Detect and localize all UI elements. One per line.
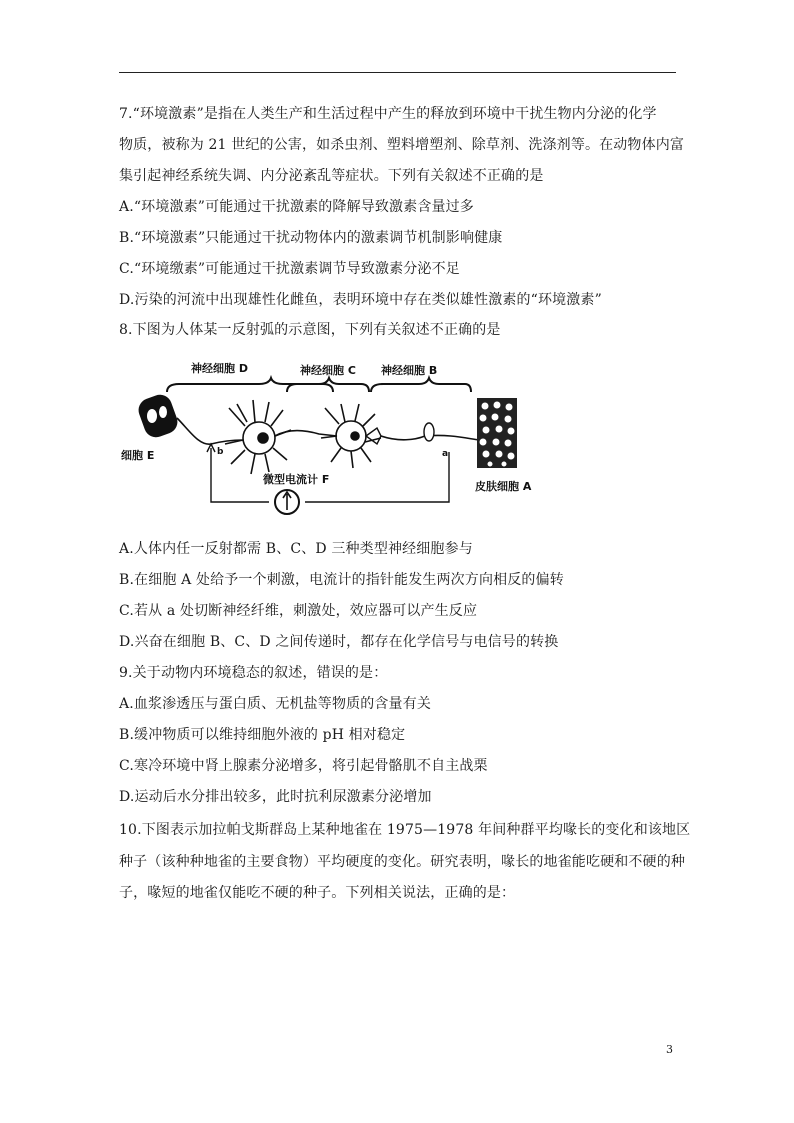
q7-stem-line2: 物质，被称为 21 世纪的公害，如杀虫剂、塑料增塑剂、除草剂、洗涤剂等。在动物体内富	[119, 137, 685, 153]
q10-stem-line1: 10.下图表示加拉帕戈斯群岛上某种地雀在 1975—1978 年间种群平均喙长的变化和该地区	[119, 822, 691, 838]
q7-stem-line3: 集引起神经系统失调、内分泌紊乱等症状。下列有关叙述不正确的是	[119, 168, 544, 184]
skin-cell-a	[477, 398, 517, 468]
label-neuron-c: 神经细胞 C	[300, 364, 356, 377]
bracket-neuron-b	[371, 378, 471, 392]
q8-option-a: A.人体内任一反射都需 B、C、D 三种类型神经细胞参与	[119, 541, 473, 557]
label-galvanometer-f: 微型电流计 F	[263, 473, 330, 486]
reflex-arc-diagram	[119, 356, 534, 528]
q8-option-c: C.若从 a 处切断神经纤维，刺激处，效应器可以产生反应	[119, 603, 478, 619]
q9-option-c: C.寒冷环境中肾上腺素分泌增多，将引起骨骼肌不自主战栗	[119, 758, 488, 774]
galvanometer-wire	[211, 448, 449, 502]
q9-stem: 9.关于动物内环境稳态的叙述，错误的是：	[119, 665, 388, 681]
q8-option-b: B.在细胞 A 处给予一个刺激，电流计的指针能发生两次方向相反的偏转	[119, 572, 564, 588]
label-skin-cell-a: 皮肤细胞 A	[475, 480, 532, 493]
label-point-b: b	[217, 447, 224, 457]
q7-option-a: A.“环境激素”可能通过干扰激素的降解导致激素含量过多	[119, 199, 474, 215]
q10-stem-line2: 种子（该种种地雀的主要食物）平均硬度的变化。研究表明，喙长的地雀能吃硬和不硬的种	[119, 854, 685, 870]
label-point-a: a	[442, 449, 449, 459]
q9-option-d: D.运动后水分排出较多，此时抗利尿激素分泌增加	[119, 789, 432, 805]
q7-stem-line1: 7.“环境激素”是指在人类生产和生活过程中产生的释放到环境中干扰生物内分泌的化学	[119, 106, 657, 122]
neuron-b-body	[424, 423, 434, 441]
q7-option-c: C.“环境缴素”可能通过干扰激素调节导致激素分泌不足	[119, 261, 460, 277]
neuron-d	[225, 400, 291, 474]
header-rule	[119, 72, 676, 73]
fiber-e-to-d	[177, 418, 243, 444]
q9-option-a: A.血浆渗透压与蛋白质、无机盐等物质的含量有关	[119, 696, 432, 712]
label-neuron-d: 神经细胞 D	[191, 362, 248, 375]
q10-stem-line3: 子，喙短的地雀仅能吃不硬的种子。下列相关说法，正确的是：	[119, 885, 516, 901]
label-neuron-b: 神经细胞 B	[381, 364, 438, 377]
page-number: 3	[666, 1043, 673, 1056]
q8-stem: 8.下图为人体某一反射弧的示意图，下列有关叙述不正确的是	[119, 322, 501, 338]
q7-option-b: B.“环境激素”只能通过干扰动物体内的激素调节机制影响健康	[119, 230, 503, 246]
label-cell-e: 细胞 E	[121, 449, 155, 462]
q7-option-d: D.污染的河流中出现雄性化雌鱼，表明环境中存在类似雄性激素的“环境激素”	[119, 292, 602, 308]
q8-option-d: D.兴奋在细胞 B、C、D 之间传递时，都存在化学信号与电信号的转换	[119, 634, 559, 650]
q9-option-b: B.缓冲物质可以维持细胞外液的 pH 相对稳定	[119, 727, 406, 743]
effector-cell-e	[135, 391, 181, 440]
